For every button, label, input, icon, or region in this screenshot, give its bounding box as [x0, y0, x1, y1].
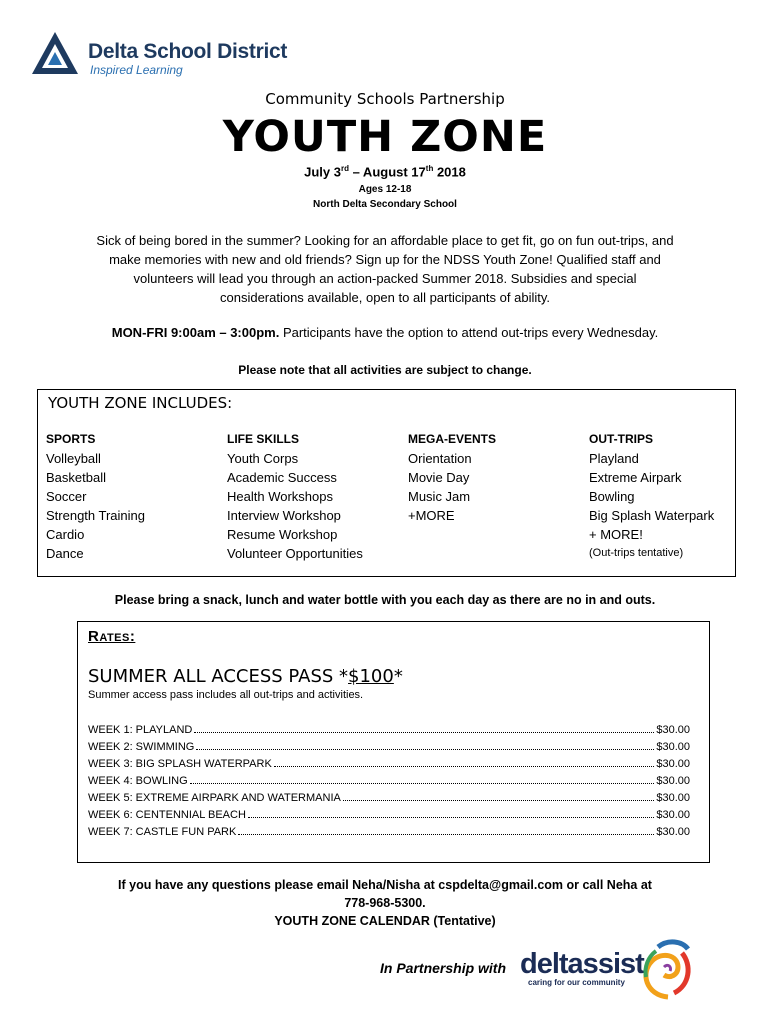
- week-rate-row: WEEK 4: BOWLING $30.00: [88, 775, 690, 787]
- list-item: Basketball: [46, 470, 106, 485]
- partner-logo-text: deltassist: [520, 948, 644, 980]
- week-rate-row: WEEK 7: CASTLE FUN PARK $30.00: [88, 826, 690, 838]
- list-item: Volleyball: [46, 451, 101, 466]
- pass-description: Summer access pass includes all out-trips and activities.: [88, 689, 364, 701]
- list-item: + MORE!: [589, 527, 643, 542]
- snack-note: Please bring a snack, lunch and water bottle with you each day as there are no in and outs.: [114, 593, 656, 607]
- column-heading: SPORTS: [46, 432, 96, 446]
- list-item: Big Splash Waterpark: [589, 508, 715, 523]
- column-heading: LIFE SKILLS: [227, 432, 299, 446]
- list-item: Strength Training: [46, 508, 146, 523]
- out-trips-column: [589, 430, 734, 563]
- week-rate-row: WEEK 6: CENTENNIAL BEACH $30.00: [88, 809, 690, 821]
- list-item: Resume Workshop: [227, 527, 338, 542]
- rates-heading: Rates:: [88, 628, 136, 645]
- list-item: Extreme Airpark: [589, 470, 682, 485]
- list-item: Cardio: [46, 527, 85, 542]
- program-dates: July 3rd – August 17th 2018: [304, 164, 466, 180]
- list-item: Dance: [46, 546, 84, 561]
- week-rate-row: WEEK 3: BIG SPLASH WATERPARK $30.00: [88, 758, 690, 770]
- week-rate-row: WEEK 2: SWIMMING $30.00: [88, 741, 690, 753]
- list-item: Bowling: [589, 489, 635, 504]
- life-skills-column: [227, 430, 397, 563]
- deltassist-swirl-icon: [638, 937, 694, 1001]
- partner-tagline: caring for our community: [528, 978, 625, 987]
- list-item: Music Jam: [408, 489, 471, 504]
- list-item: Youth Corps: [227, 451, 299, 466]
- week-rate-row: WEEK 1: PLAYLAND $30.00: [88, 724, 690, 736]
- age-range: Ages 12-18: [358, 184, 412, 195]
- schedule-line: MON-FRI 9:00am – 3:00pm. Participants have the option to attend out-trips every Wednesday.: [111, 325, 659, 340]
- partnership-label: Community Schools Partnership: [265, 90, 505, 108]
- contact-phone: 778-968-5300.: [344, 896, 426, 910]
- rates-box: [77, 621, 710, 863]
- list-item: Orientation: [408, 451, 472, 466]
- change-note: Please note that all activities are subject to change.: [238, 363, 532, 377]
- includes-title: YOUTH ZONE INCLUDES:: [48, 394, 233, 412]
- pass-price: $100: [348, 666, 394, 687]
- in-partnership-label: In Partnership with: [380, 960, 507, 976]
- contact-info: [0, 876, 770, 930]
- list-item: Health Workshops: [227, 489, 333, 504]
- sports-column: [46, 430, 216, 563]
- delta-logo-icon: [30, 30, 80, 76]
- pass-title: SUMMER ALL ACCESS PASS *$100*: [88, 666, 403, 687]
- org-name: Delta School District: [88, 40, 288, 63]
- mega-events-column: [408, 430, 578, 525]
- list-item: Interview Workshop: [227, 508, 341, 523]
- list-item: Volunteer Opportunities: [227, 546, 363, 561]
- list-item: Playland: [589, 451, 639, 466]
- calendar-label: YOUTH ZONE CALENDAR (Tentative): [274, 914, 496, 928]
- intro-paragraph: Sick of being bored in the summer? Looking for an affordable place to get fit, go on fun out-trips, and make memories with new and old friends? Sign up for the NDSS Youth Zone! Qualified staff and volunteers will lead you through an action-packed Summer 2018. Subsidies and special considerations available, open to all participants of ability.: [96, 233, 674, 305]
- includes-box: [37, 389, 736, 577]
- list-item: Movie Day: [408, 470, 470, 485]
- list-item: +MORE: [408, 508, 455, 523]
- contact-line: If you have any questions please email Neha/Nisha at cspdelta@gmail.com or call Neha at: [118, 878, 652, 892]
- org-tagline: Inspired Learning: [90, 63, 183, 77]
- school-name: North Delta Secondary School: [313, 199, 457, 210]
- list-item: Soccer: [46, 489, 87, 504]
- list-item: Academic Success: [227, 470, 337, 485]
- column-heading: OUT-TRIPS: [589, 432, 654, 446]
- page-title: YOUTH ZONE: [222, 112, 548, 162]
- week-rate-row: WEEK 5: EXTREME AIRPARK AND WATERMANIA $30.00: [88, 792, 690, 804]
- column-heading: MEGA-EVENTS: [408, 432, 497, 446]
- out-trips-footnote: (Out-trips tentative): [589, 547, 684, 559]
